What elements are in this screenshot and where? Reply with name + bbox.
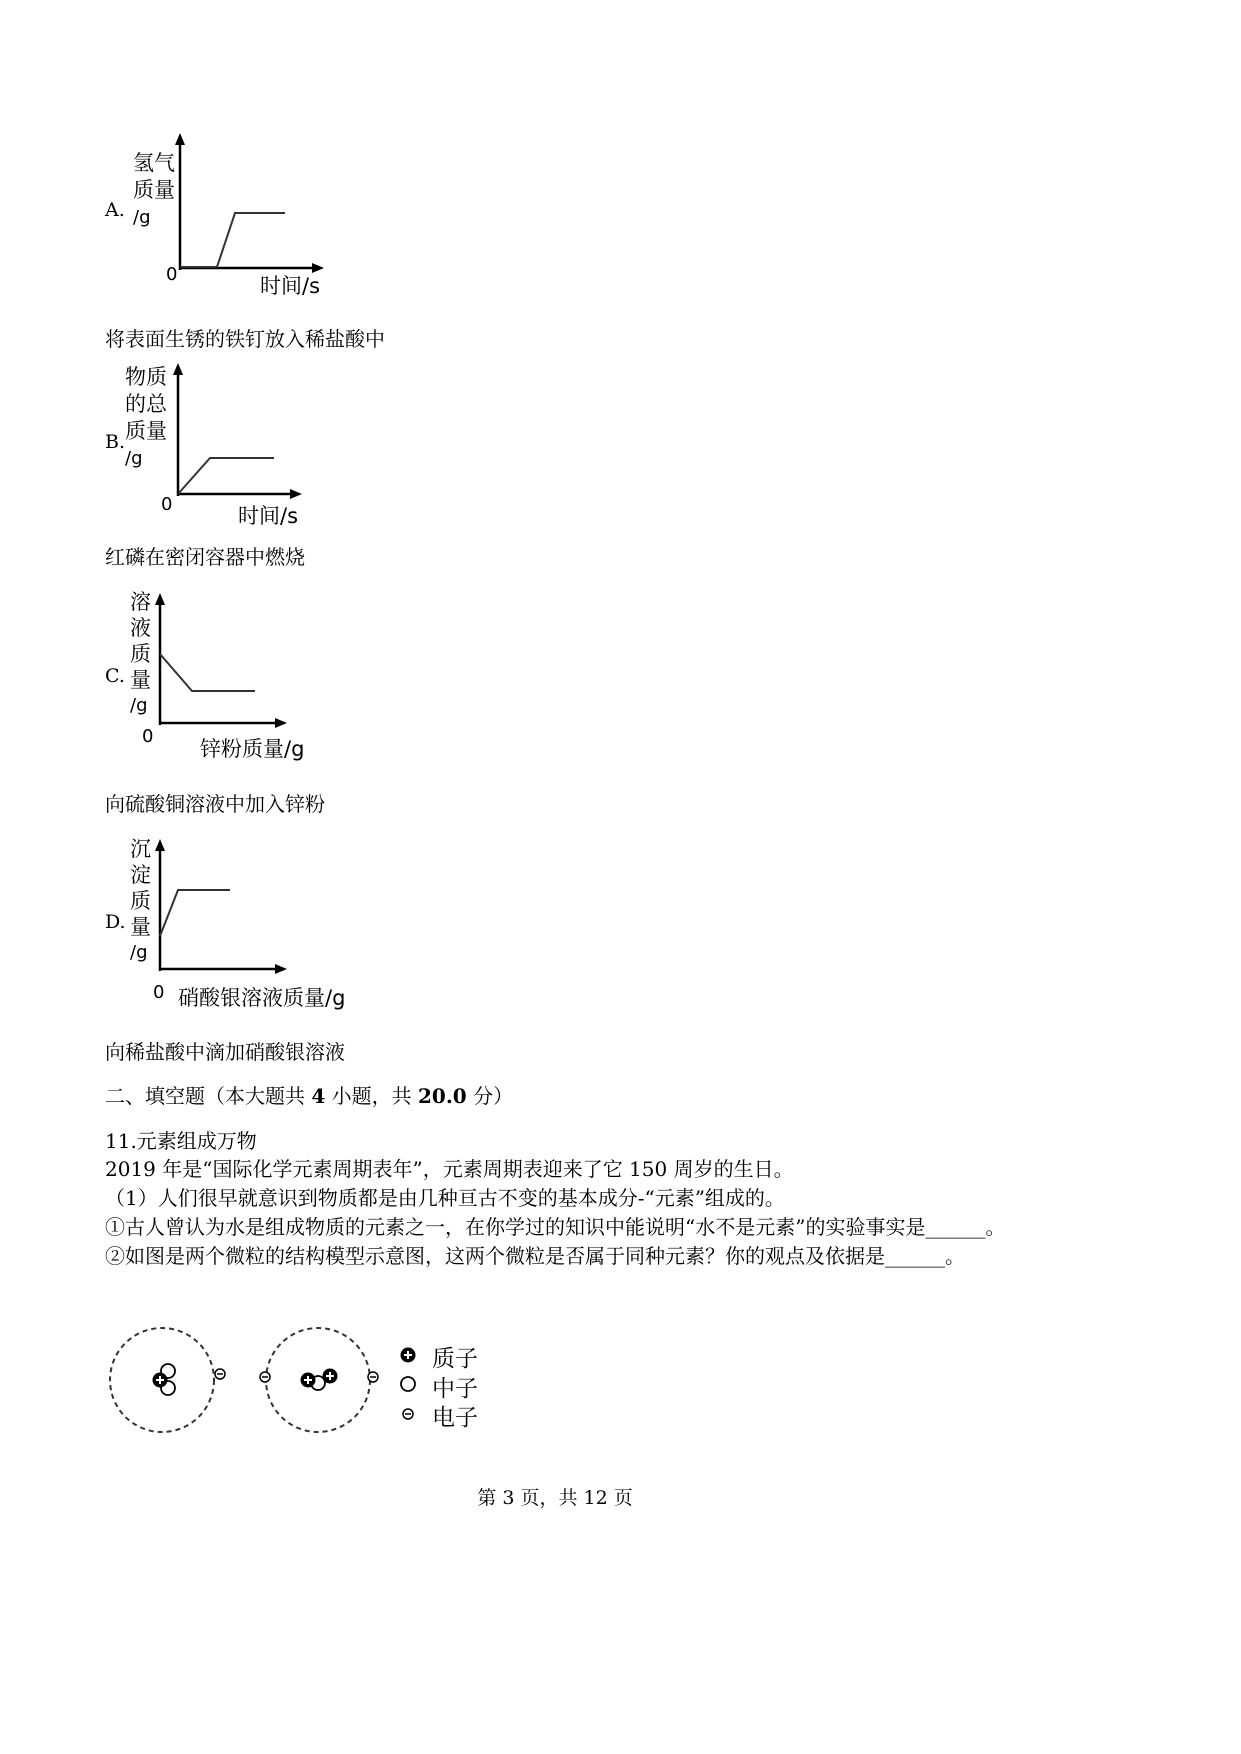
origin-label-d: 0 bbox=[153, 982, 165, 1003]
particle-model-1 bbox=[110, 1328, 225, 1432]
curve-b bbox=[178, 458, 274, 494]
total-score: 20.0 bbox=[418, 1084, 467, 1108]
y-axis-label-line: 沉 bbox=[130, 837, 151, 861]
y-axis-label-line: 质量 bbox=[125, 419, 167, 443]
chart-b bbox=[168, 360, 318, 500]
y-axis-label-line: 淀 bbox=[130, 863, 151, 887]
question-item-2: ②如图是两个微粒的结构模型示意图，这两个微粒是否属于同种元素？你的观点及依据是______。 bbox=[105, 1244, 965, 1268]
x-axis-label-a: 时间/s bbox=[260, 274, 321, 298]
particle-model-2 bbox=[260, 1328, 378, 1432]
chart-a bbox=[170, 130, 350, 280]
y-axis-label-line: /g bbox=[125, 448, 143, 469]
y-axis-label-line: /g bbox=[130, 942, 148, 963]
question-item-1: ①古人曾认为水是组成物质的元素之一，在你学过的知识中能说明“水不是元素”的实验事实是______。 bbox=[105, 1215, 1006, 1239]
option-caption-a: 将表面生锈的铁钉放入稀盐酸中 bbox=[105, 327, 385, 351]
section-heading-middle: 小题，共 bbox=[325, 1084, 418, 1108]
option-letter-a: A. bbox=[105, 199, 125, 221]
x-axis-label-b: 时间/s bbox=[238, 504, 299, 528]
origin-label-c: 0 bbox=[142, 726, 154, 747]
curve-c bbox=[160, 654, 255, 691]
section-heading-suffix: 分） bbox=[466, 1084, 514, 1108]
y-axis-arrow bbox=[155, 839, 165, 851]
x-axis-label-d: 硝酸银溶液质量/g bbox=[178, 986, 346, 1010]
origin-label-a: 0 bbox=[166, 264, 178, 285]
legend-electron-label: 电子 bbox=[432, 1405, 478, 1431]
y-axis-label-line: 质 bbox=[130, 642, 151, 666]
option-caption-c: 向硫酸铜溶液中加入锌粉 bbox=[105, 792, 325, 816]
curve-d bbox=[160, 890, 230, 936]
y-axis-label-c bbox=[130, 589, 151, 719]
section-heading-prefix: 二、填空题（本大题共 bbox=[105, 1084, 312, 1108]
page-footer: 第 3 页，共 12 页 bbox=[477, 1487, 633, 1509]
x-axis-label-c: 锌粉质量/g bbox=[200, 737, 305, 761]
option-letter-d: D. bbox=[105, 911, 126, 933]
y-axis-arrow bbox=[155, 593, 165, 605]
section-heading bbox=[105, 1082, 513, 1110]
legend-proton-label: 质子 bbox=[432, 1346, 478, 1372]
curve-a bbox=[180, 213, 285, 267]
x-axis-arrow bbox=[275, 718, 287, 728]
legend-icons bbox=[398, 1342, 422, 1432]
y-axis-label-line: 量 bbox=[130, 668, 151, 692]
y-axis-label-line: 的总 bbox=[125, 392, 167, 416]
y-axis-label-line: /g bbox=[133, 207, 151, 228]
y-axis-label-line: 氢气 bbox=[133, 151, 175, 175]
particle-models-diagram bbox=[100, 1318, 400, 1443]
y-axis-label-line: /g bbox=[130, 695, 148, 716]
question-intro: 2019 年是“国际化学元素周期表年”，元素周期表迎来了它 150 周岁的生日。 bbox=[105, 1157, 794, 1181]
option-letter-c: C. bbox=[105, 665, 125, 687]
y-axis-label-line: 物质 bbox=[125, 365, 167, 389]
chart-d bbox=[150, 836, 300, 981]
y-axis-label-line: 质 bbox=[130, 889, 151, 913]
legend-neutron-label: 中子 bbox=[432, 1376, 478, 1402]
x-axis-arrow bbox=[275, 964, 287, 974]
y-axis-arrow bbox=[175, 133, 185, 145]
question-part-1: （1）人们很早就意识到物质都是由几种亘古不变的基本成分-“元素”组成的。 bbox=[105, 1186, 785, 1210]
y-axis-label-a bbox=[133, 150, 175, 231]
x-axis-arrow bbox=[290, 489, 302, 499]
option-letter-b: B. bbox=[105, 431, 126, 453]
y-axis-label-d bbox=[130, 836, 151, 966]
neutron-icon bbox=[401, 1377, 415, 1391]
y-axis-label-line: 溶 bbox=[130, 590, 151, 614]
y-axis-label-b bbox=[125, 364, 167, 472]
y-axis-label-line: 质量 bbox=[133, 178, 175, 202]
question-count: 4 bbox=[311, 1084, 326, 1108]
origin-label-b: 0 bbox=[161, 494, 173, 515]
chart-c bbox=[150, 590, 300, 735]
y-axis-label-line: 液 bbox=[130, 616, 151, 640]
y-axis-label-line: 量 bbox=[130, 915, 151, 939]
y-axis-arrow bbox=[173, 363, 183, 375]
question-title: 11.元素组成万物 bbox=[105, 1129, 257, 1153]
option-caption-b: 红磷在密闭容器中燃烧 bbox=[105, 545, 305, 569]
option-caption-d: 向稀盐酸中滴加硝酸银溶液 bbox=[105, 1040, 345, 1064]
